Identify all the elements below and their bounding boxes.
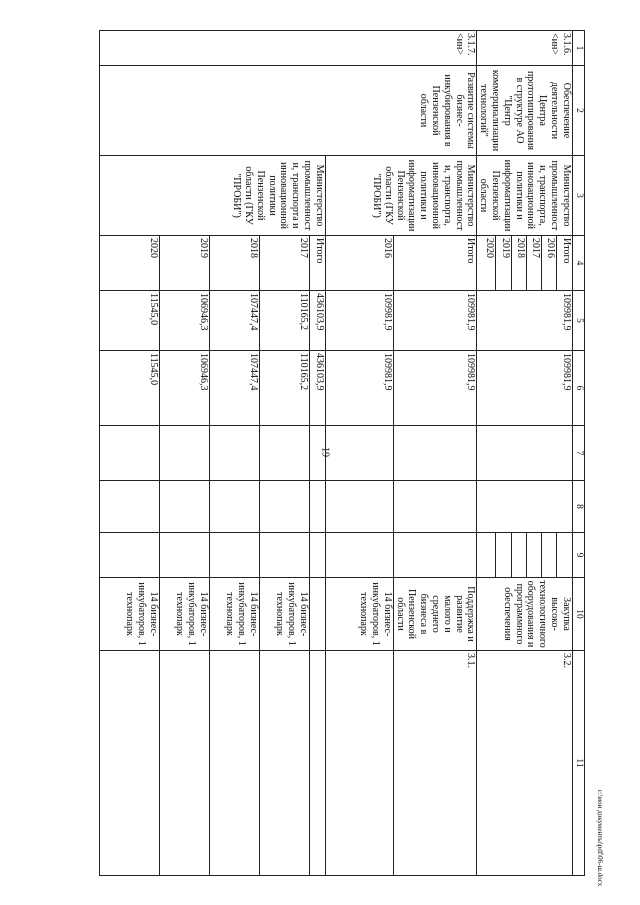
empty-cell	[325, 481, 393, 533]
year-cell: Итого	[557, 236, 572, 291]
col-header: 6	[572, 351, 584, 426]
result-cell: 14 бизнес-инкубаторов, 1 технопарк	[159, 578, 209, 651]
rotated-table-container	[75, 30, 585, 875]
col-header: 7	[572, 426, 584, 481]
col-header: 5	[572, 291, 584, 351]
empty-cell	[209, 533, 259, 578]
amount-cell: 436103,9	[309, 351, 325, 426]
row-number-cell: 3.1.6. <ин>	[477, 31, 572, 66]
empty-cell	[209, 426, 259, 481]
amount-cell: 106946,3	[159, 351, 209, 426]
col-header: 11	[572, 651, 584, 876]
amount-cell: 110165,2	[259, 291, 309, 351]
empty-cell	[99, 533, 159, 578]
col-header: 8	[572, 481, 584, 533]
result-cell: 14 бизнес-инкубаторов, 1 технопарк	[325, 578, 393, 651]
empty-cell	[325, 533, 393, 578]
amount-cell: 110165,2	[259, 351, 309, 426]
empty-cell	[159, 651, 209, 876]
result-cell: Поддержка и развитие малого и среднего бизнеса в Пензенской области	[393, 578, 477, 651]
year-cell: 2016	[542, 236, 557, 291]
empty-cell	[209, 481, 259, 533]
year-cell: Итого	[393, 236, 477, 291]
empty-cell	[325, 426, 393, 481]
col-header: 4	[572, 236, 584, 291]
col-header: 9	[572, 533, 584, 578]
empty-cell	[259, 426, 309, 481]
row-number-cell: 3.1.7. <ин>	[99, 31, 477, 66]
table-row	[393, 31, 477, 876]
year-cell: Итого	[309, 236, 325, 291]
col-header: 2	[572, 66, 584, 156]
year-cell: 2017	[526, 236, 541, 291]
empty-cell	[477, 533, 496, 578]
empty-cell	[393, 481, 477, 533]
year-cell: 2020	[477, 236, 496, 291]
result-cell: 14 бизнес-инкубаторов, 1 технопарк	[99, 578, 159, 651]
empty-cell	[209, 651, 259, 876]
amount-cell: 11545,0	[99, 351, 159, 426]
page-number: 19	[319, 447, 331, 457]
col-header: 1	[572, 31, 584, 66]
col-header: 3	[572, 156, 584, 236]
year-cell: 2019	[496, 236, 511, 291]
year-cell: 2016	[325, 236, 393, 291]
year-cell: 2018	[511, 236, 526, 291]
result-cell	[309, 578, 325, 651]
empty-cell	[259, 533, 309, 578]
budget-table	[99, 30, 585, 876]
empty-cell	[159, 481, 209, 533]
empty-cell	[477, 481, 572, 533]
empty-cell	[309, 481, 325, 533]
amount-cell: 109981,9	[477, 351, 572, 426]
empty-cell	[309, 651, 325, 876]
col-header: 10	[572, 578, 584, 651]
year-cell: 2017	[259, 236, 309, 291]
empty-cell	[393, 533, 477, 578]
amount-cell: 109981,9	[325, 291, 393, 351]
amount-cell: 109981,9	[393, 291, 477, 351]
year-cell: 2020	[99, 236, 159, 291]
empty-cell	[542, 533, 557, 578]
empty-cell	[259, 651, 309, 876]
column-number-row	[572, 31, 584, 876]
empty-cell	[159, 426, 209, 481]
ref-cell: 3.1.	[393, 651, 477, 876]
empty-cell	[477, 426, 572, 481]
result-cell: Закупка высоко-технологичного оборудования и программного обеспечения	[477, 578, 572, 651]
executor-cell: Министерство промышленности, транспорта, инновационной политики и информатизации Пензенской области	[477, 156, 572, 236]
result-cell: 14 бизнес-инкубаторов, 1 технопарк	[209, 578, 259, 651]
file-path-footer: c:\мои документы\pdf\06-ш.docx	[596, 789, 604, 887]
empty-cell	[259, 481, 309, 533]
amount-cell: 436103,9	[309, 291, 325, 351]
empty-cell	[309, 533, 325, 578]
measure-name-cell: Развитие системы бизнес-инкубирования в Пензенской области	[99, 66, 477, 156]
empty-cell	[526, 533, 541, 578]
empty-cell	[159, 533, 209, 578]
year-cell: 2018	[209, 236, 259, 291]
empty-cell	[99, 651, 159, 876]
amount-cell: 106946,3	[159, 291, 209, 351]
amount-cell: 109981,9	[325, 351, 393, 426]
amount-cell: 109981,9	[477, 291, 572, 351]
empty-cell	[309, 426, 325, 481]
empty-cell	[511, 533, 526, 578]
executor-cell: Министерство промышленности, транспорта и инновационной политики Пензенской области (ГКУ "ПРОБИ")	[99, 156, 325, 236]
executor-cell: Министерство промышленности, транспорта, инновационной политики и информатизации Пензенской области (ГКУ "ПРОБИ")	[325, 156, 477, 236]
amount-cell: 107447,4	[209, 351, 259, 426]
amount-cell: 109981,9	[393, 351, 477, 426]
result-cell: 14 бизнес-инкубаторов, 1 технопарк	[259, 578, 309, 651]
amount-cell: 11545,0	[99, 291, 159, 351]
amount-cell: 107447,4	[209, 291, 259, 351]
empty-cell	[99, 481, 159, 533]
table-row	[557, 31, 572, 876]
empty-cell	[393, 426, 477, 481]
table-row	[309, 31, 325, 876]
empty-cell	[99, 426, 159, 481]
empty-cell	[325, 651, 393, 876]
measure-name-cell: Обеспечение деятельности Центра прототипирования в структуре АО "Центр коммерциализации технологий"	[477, 66, 572, 156]
empty-cell	[557, 533, 572, 578]
empty-cell	[496, 533, 511, 578]
ref-cell: 3.2.	[477, 651, 572, 876]
year-cell: 2019	[159, 236, 209, 291]
